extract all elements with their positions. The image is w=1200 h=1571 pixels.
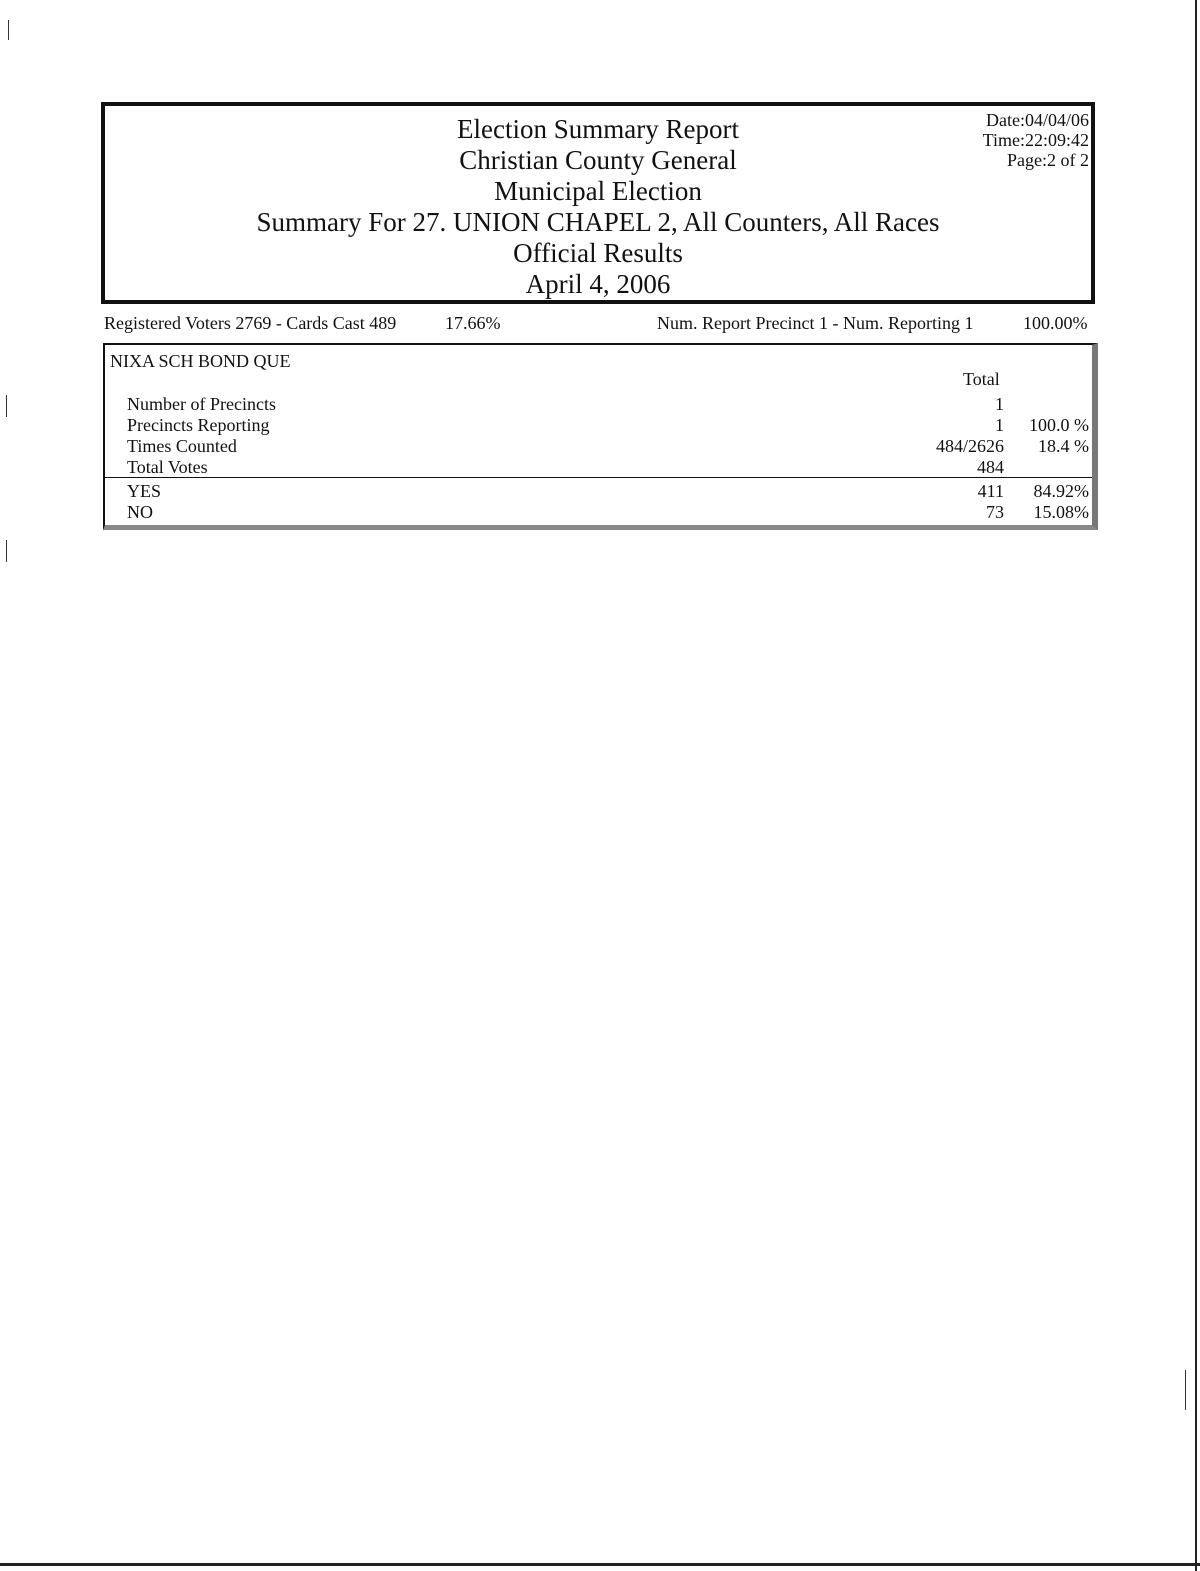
report-time: Time:22:09:42 (982, 130, 1089, 150)
race-title: NIXA SCH BOND QUE (110, 351, 291, 371)
precinct-summary-title: Summary For 27. UNION CHAPEL 2, All Counters, All Races (256, 207, 940, 237)
report-page: Page:2 of 2 (1007, 150, 1089, 170)
results-divider (105, 477, 1092, 478)
page-edge-bottom (0, 1563, 1200, 1566)
scan-mark (6, 395, 7, 417)
scan-mark (6, 540, 7, 562)
scan-mark (1185, 1370, 1186, 1410)
stat-label: Precincts Reporting (127, 415, 270, 435)
stat-percent: 18.4 % (1038, 436, 1089, 456)
stat-value: 484 (977, 457, 1004, 477)
stat-percent: 100.0 % (1029, 415, 1089, 435)
choice-row-no (105, 502, 1092, 523)
registered-voters-summary: Registered Voters 2769 - Cards Cast 489 (104, 313, 397, 333)
choice-percent: 15.08% (1033, 502, 1089, 522)
total-column-header: Total (963, 369, 1000, 389)
stat-value: 484/2626 (935, 436, 1004, 456)
county-title: Christian County General (459, 145, 737, 175)
turnout-percent: 17.66% (445, 313, 501, 333)
stat-row (105, 415, 1092, 436)
report-header (101, 102, 1095, 304)
report-titles (105, 114, 1091, 300)
page-edge-right (1195, 0, 1197, 1571)
report-title: Election Summary Report (457, 114, 739, 144)
stat-label: Times Counted (127, 436, 237, 456)
scan-mark (8, 20, 9, 40)
stat-value: 1 (995, 394, 1004, 414)
report-meta (983, 110, 1089, 170)
choice-label: NO (127, 502, 153, 522)
choice-votes: 73 (986, 502, 1004, 522)
stat-row (105, 457, 1092, 478)
election-date: April 4, 2006 (525, 269, 671, 299)
choice-votes: 411 (977, 481, 1004, 501)
stat-row (105, 394, 1092, 415)
choice-percent: 84.92% (1033, 481, 1089, 501)
choice-label: YES (127, 481, 162, 501)
stat-label: Number of Precincts (127, 394, 276, 414)
stat-row (105, 436, 1092, 457)
reporting-summary: Num. Report Precinct 1 - Num. Reporting 1 (657, 313, 974, 333)
reporting-percent: 100.00% (1023, 313, 1088, 333)
report-date: Date:04/04/06 (986, 110, 1089, 130)
results-status: Official Results (513, 238, 683, 268)
choice-row-yes (105, 481, 1092, 502)
election-title: Municipal Election (494, 176, 702, 206)
stat-label: Total Votes (127, 457, 208, 477)
race-results-box (103, 343, 1098, 530)
stat-value: 1 (995, 415, 1004, 435)
